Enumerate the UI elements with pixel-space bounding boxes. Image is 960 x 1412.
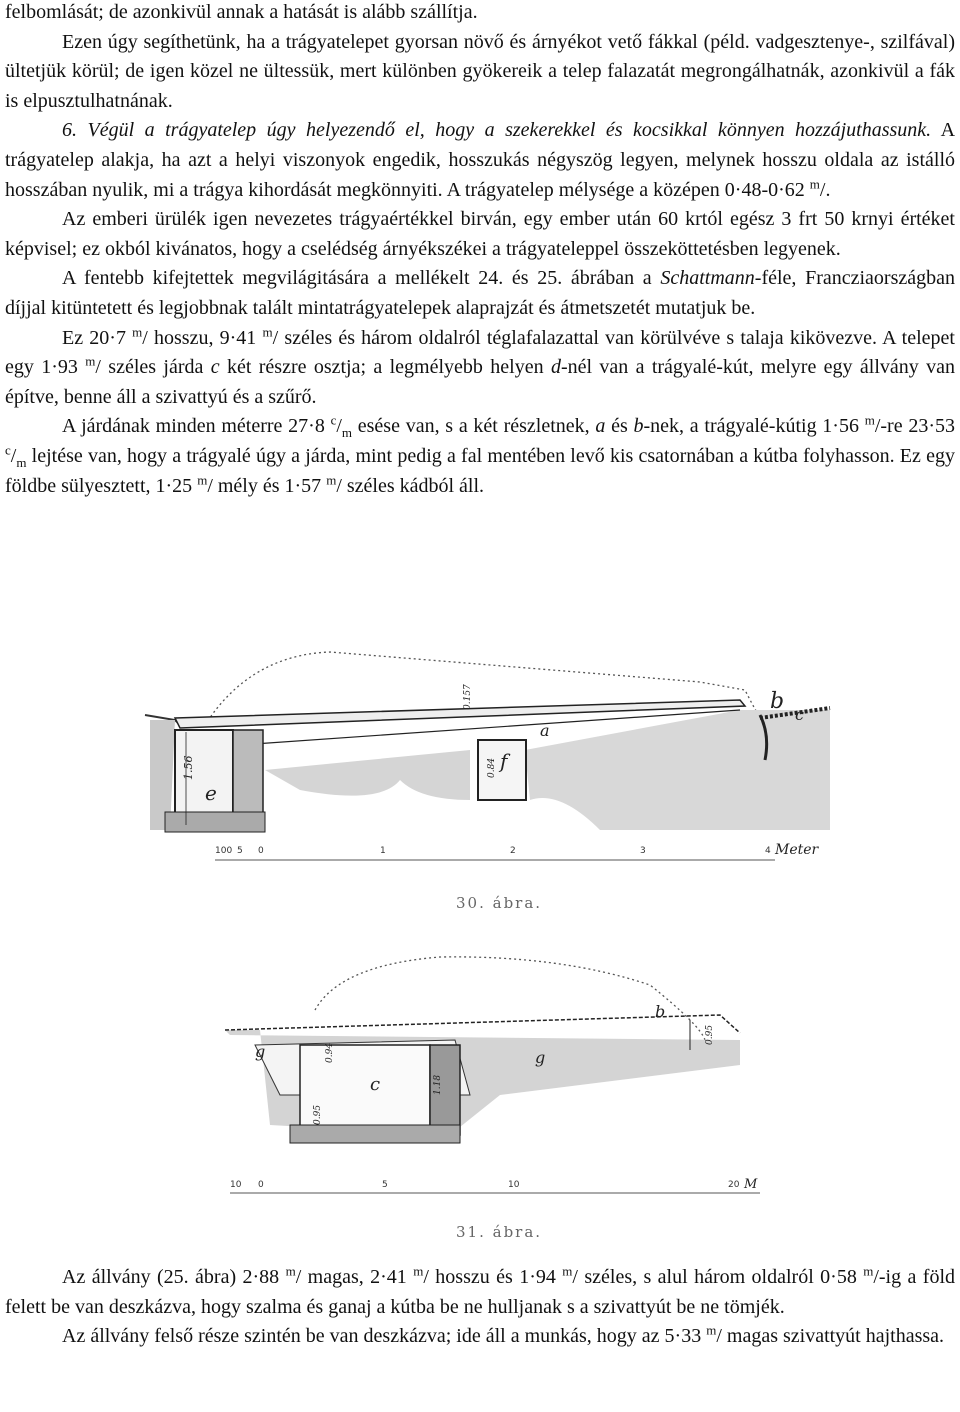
- paragraph-heading-italic: 6. Végül a trágyatelep úgy helyezendő el, hogy a szekerekkel és kocsikkal könnyen hozzájuthassunk.: [62, 119, 932, 142]
- paragraph-text: A trágyatelep alakja, ha azt a helyi viszonyok engedik, hosszukás négyszög legyen, melynek hosszu oldala az istálló hosszában nyulik, mi a trágya kihordását megkönnyiti. A trágyatelep mélysége a középen 0·48-0·62: [5, 119, 956, 201]
- letter-ref: c: [210, 356, 220, 379]
- unit-sup: m: [262, 323, 273, 339]
- paragraph-text: /: [336, 415, 342, 438]
- unit-sup: m: [562, 1263, 573, 1279]
- figure-caption: 30. ábra.: [456, 894, 543, 912]
- paragraph-text: felbomlását; de azonkivül annak a hatását is alább szállítja.: [5, 1, 478, 23]
- unit-sub: m: [16, 454, 27, 470]
- text-block-top: [5, 0, 955, 501]
- paragraph-text: / magas, 2·41: [295, 1266, 414, 1288]
- letter-label: b: [655, 1002, 666, 1021]
- dim-label: 0.94: [325, 1042, 335, 1063]
- text-block-bottom: [5, 1263, 955, 1352]
- paragraph-text: Ezen úgy segíthetünk, ha a trágyatelepet gyorsan növő és árnyékot vető fákkal (péld. vadgesztenye-, szilfával) ültetjük körül; de igen közel ne ültessük, mert különben gyökereik a telep falazatát megrongálhatnák, azonkivül a fák is elpusztulhatnának.: [5, 30, 955, 112]
- paragraph-text: Az állvány (25. ábra) 2·88: [62, 1266, 286, 1288]
- unit-sup: m: [85, 353, 96, 369]
- paragraph-text: A járdának minden méterre 27·8: [62, 415, 331, 438]
- letter-ref: d: [550, 356, 561, 379]
- paragraph: [5, 116, 955, 205]
- letter-label: a: [540, 721, 550, 740]
- paragraph-text: Az állvány felső része szintén be van deszkázva; ide áll a munkás, hogy az 5·33: [62, 1325, 707, 1348]
- paragraph-text: két részre osztja; a legmélyebb helyen: [219, 356, 551, 379]
- scale-tick: 0: [258, 846, 264, 856]
- unit-sup: c: [330, 412, 337, 428]
- stone-base: [290, 1125, 460, 1143]
- unit-sup: m: [863, 1263, 874, 1279]
- unit-sup: m: [864, 412, 875, 428]
- paragraph: [5, 264, 955, 323]
- dim-label: 1.18: [433, 1074, 443, 1095]
- letter-label: f: [500, 749, 508, 773]
- paragraph-text: -nél van a trágyalé-kút, melyre egy állvány van építve, benne áll a szivattyú és a szűrő.: [5, 356, 956, 408]
- unit-sup: m: [809, 175, 820, 191]
- letter-label: c: [795, 705, 804, 724]
- paragraph-text: Ez 20·7: [62, 326, 133, 349]
- unit-sup: c: [5, 442, 11, 458]
- soil-hatch: [265, 750, 470, 800]
- scale-tick: 2: [510, 846, 516, 856]
- scale-tick: 20: [728, 1180, 740, 1190]
- figure-caption: 31. ábra.: [456, 1223, 543, 1241]
- paragraph-text: /: [10, 444, 17, 467]
- paragraph: [5, 0, 955, 28]
- paragraph-text: / hosszu, 9·41: [142, 326, 263, 349]
- paragraph-text: /-ig a föld felett be van deszkázva, hogy szalma és ganaj a kútba be ne hulljanak s a szivattyút be ne tömjék.: [5, 1266, 956, 1318]
- scale-tick: 4: [765, 846, 771, 856]
- paragraph-text: / széles, s alul három oldalról 0·58: [572, 1266, 864, 1288]
- paragraph: [5, 28, 955, 117]
- unit-sup: m: [413, 1263, 424, 1279]
- stone-base: [165, 812, 265, 832]
- letter-ref: b: [633, 415, 644, 438]
- dim-label: 1.56: [182, 755, 195, 780]
- unit-sup: m: [197, 471, 208, 487]
- paragraph: [5, 324, 955, 413]
- figure-31-drawing: [0, 945, 960, 1245]
- paragraph-text: és: [605, 415, 634, 438]
- paragraph: [5, 205, 955, 264]
- paragraph-text: /-re 23·53: [874, 415, 955, 438]
- paragraph-text: / mély és 1·57: [207, 474, 327, 497]
- paragraph-text: / széles és három oldalról téglafalazattal van körülvéve s talaja kikövezve. A telepet egy 1·93: [5, 326, 955, 379]
- paragraph-text: esése van, s a két részletnek,: [352, 415, 596, 438]
- paragraph-text: / hosszu és 1·94: [423, 1266, 563, 1288]
- paragraph-text: -féle, Francziaországban díjjal kitüntetett és legjobbnak talált mintatrágyatelepek alaprajzát és átmetszetét mutatjuk be.: [5, 267, 955, 319]
- letter-label: c: [370, 1074, 381, 1095]
- scale-tick: 5: [237, 846, 243, 856]
- paragraph-text: lejtése van, hogy a trágyalé úgy a járda, mint pedig a fal mentében levő kis csatornában a kútba folyhasson. Ez egy földbe sülyesztett, 1·25: [5, 444, 955, 497]
- paragraph-text: -nek, a trágyalé-kútig 1·56: [643, 415, 865, 438]
- paragraph-text: / széles kádból áll.: [336, 474, 485, 497]
- paragraph: [5, 1322, 955, 1352]
- dim-label: 0.95: [313, 1104, 323, 1125]
- unit-sup: m: [132, 323, 143, 339]
- person-name: Schattmann: [660, 267, 755, 290]
- scale-tick: 0: [258, 1180, 264, 1190]
- dim-label: 0.84: [487, 757, 497, 778]
- pavement-slab: [175, 700, 745, 728]
- unit-sub: m: [341, 425, 353, 441]
- paragraph-text: / magas szivattyút hajthassa.: [716, 1325, 945, 1348]
- unit-sup: m: [285, 1263, 296, 1279]
- scale-tick: 10: [508, 1180, 520, 1190]
- letter-label: e: [205, 781, 217, 805]
- figure-31: [0, 945, 960, 1245]
- paragraph: [5, 412, 955, 501]
- scale-tick: 100: [215, 846, 233, 856]
- paragraph-text: / széles járda: [95, 356, 211, 379]
- soil-hatch: [525, 710, 830, 830]
- letter-label: g: [535, 1048, 546, 1067]
- letter-label: g: [255, 1042, 266, 1061]
- paragraph-text: A fentebb kifejtettek megvilágitására a mellékelt 24. és 25. ábrában a: [62, 267, 661, 290]
- dim-label: 0.95: [705, 1024, 715, 1045]
- paragraph-text: /.: [819, 178, 831, 201]
- roof-outline: [315, 957, 705, 1040]
- unit-sup: m: [706, 1322, 717, 1338]
- scale-tick: 10: [230, 1180, 242, 1190]
- letter-ref: a: [595, 415, 606, 438]
- scale-tick: 1: [380, 846, 386, 856]
- scale-tick: 5: [382, 1180, 388, 1190]
- paragraph-text: Az emberi ürülék igen nevezetes trágyaértékkel birván, egy ember után 60 krtól egész 3 frt 50 krnyi értéket képvisel; ez okból kivánatos, hogy a cselédség árnyékszékei a trágyateleppel összeköttetésben legyenek.: [5, 208, 955, 260]
- dim-label: 0.157: [463, 684, 473, 710]
- scale-label: Meter: [775, 842, 819, 858]
- letter-label: b: [770, 689, 785, 714]
- paragraph: [5, 1263, 955, 1322]
- scale-label: M: [744, 1177, 758, 1192]
- figure-30: [0, 640, 960, 920]
- scale-tick: 3: [640, 846, 646, 856]
- figure-30-drawing: [0, 640, 960, 920]
- unit-sup: m: [326, 471, 337, 487]
